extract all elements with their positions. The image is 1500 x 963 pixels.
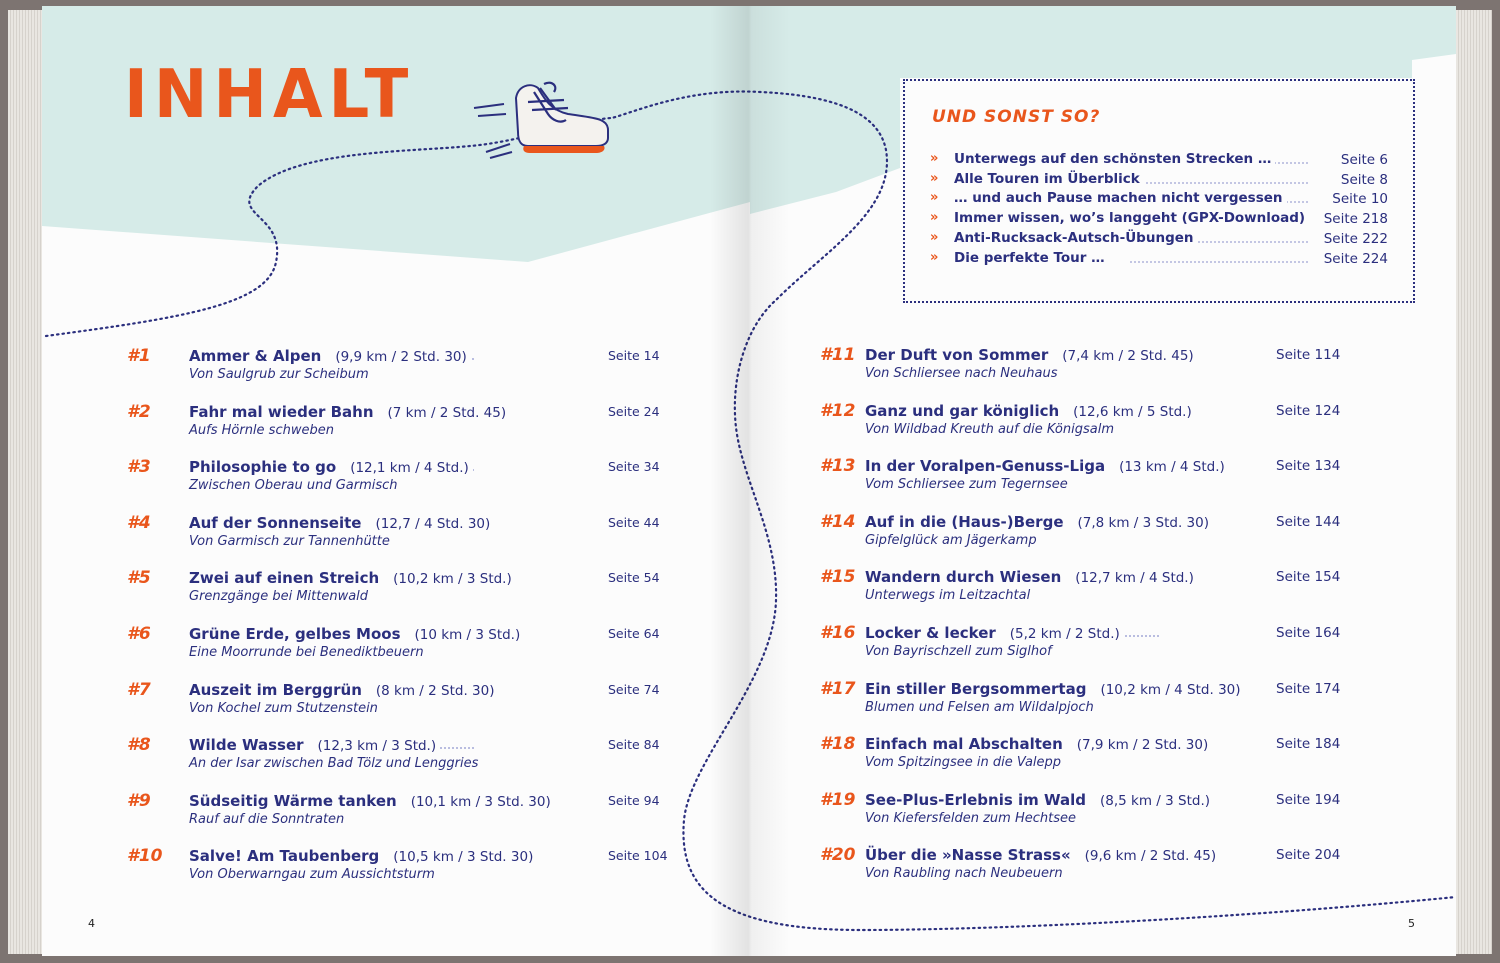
toc-entry (127, 624, 684, 664)
tour-title: Einfach mal Abschalten (865, 735, 1063, 754)
tour-stats: (10,2 km / 3 Std.) (393, 571, 512, 588)
tour-subtitle: Blumen und Felsen am Wildalpjoch (865, 699, 1094, 715)
tour-title-line (189, 792, 555, 810)
tour-title: Locker & lecker (865, 624, 996, 642)
tour-title: Salve! Am Taubenberg (189, 847, 380, 866)
page-reference: Seite 74 (604, 682, 660, 697)
page-reference: Seite 164 (1272, 625, 1340, 641)
tour-number: #17 (820, 678, 856, 699)
tour-title-line (865, 457, 1229, 475)
tour-title-line (189, 569, 516, 587)
tour-subtitle: Rauf auf die Sonntraten (189, 811, 345, 827)
tour-number: #19 (820, 789, 856, 810)
tour-number: #14 (820, 511, 856, 532)
tour-title-line (865, 791, 1214, 809)
tour-stats: (7,9 km / 2 Std. 30) (1076, 737, 1209, 754)
tour-number: #5 (127, 568, 151, 589)
tour-stats: (8,5 km / 3 Std.) (1100, 792, 1211, 809)
tour-title: Auszeit im Berggrün (189, 680, 362, 699)
page-reference: Seite 194 (1272, 792, 1340, 808)
page-title: INHALT (124, 56, 415, 134)
toc-entry (127, 346, 684, 386)
tour-subtitle: Von Wildbad Kreuth auf die Königsalm (865, 421, 1115, 437)
tour-stats: (7 km / 2 Std. 45) (387, 404, 507, 421)
extras-label: Anti-Rucksack-Autsch-Übungen (954, 230, 1198, 246)
page-reference: Seite 84 (604, 737, 660, 752)
toc-entry (127, 680, 684, 720)
tour-title-line (865, 680, 1245, 698)
page-reference: Seite 124 (1272, 403, 1340, 419)
mint-band-left (42, 6, 750, 262)
tour-title: In der Voralpen-Genuss-Liga (865, 457, 1106, 476)
tour-number: #9 (127, 790, 151, 811)
page-reference: Seite 34 (604, 459, 660, 474)
toc-entry (127, 568, 684, 608)
page-reference: Seite 184 (1272, 736, 1340, 752)
tour-subtitle: Unterwegs im Leitzachtal (865, 588, 1031, 604)
extras-item (930, 171, 1388, 189)
toc-entry (127, 457, 684, 497)
tour-title-line (865, 346, 1198, 364)
double-chevron-icon: » (930, 210, 939, 226)
tour-title-line (865, 846, 1220, 864)
tour-stats: (12,6 km / 5 Std.) (1073, 403, 1192, 420)
tour-title: Philosophie to go (189, 458, 337, 477)
tour-number: #7 (127, 679, 151, 700)
extras-item (930, 190, 1388, 208)
tour-stats: (8 km / 2 Std. 30) (375, 682, 495, 699)
tour-stats: (10 km / 3 Std.) (414, 627, 521, 643)
tour-title: Auf der Sonnenseite (189, 513, 362, 532)
tour-number: #8 (127, 735, 151, 756)
page-reference: Seite 44 (604, 515, 660, 530)
tour-number: #20 (820, 845, 856, 866)
tour-title: Über die »Nasse Strass« (865, 846, 1071, 865)
tour-subtitle: Von Kochel zum Stutzenstein (189, 700, 378, 716)
tour-title: Ammer & Alpen (189, 347, 322, 365)
tour-title-line (189, 403, 510, 421)
extras-label: Die perfekte Tour … (954, 250, 1109, 266)
page-reference: Seite 144 (1272, 514, 1340, 530)
tour-number: #4 (127, 512, 151, 533)
extras-label: Alle Touren im Überblick (954, 171, 1144, 187)
tour-title: Südseitig Wärme tanken (189, 791, 397, 810)
extras-item (930, 250, 1388, 268)
page-reference: Seite 14 (604, 348, 660, 363)
tour-subtitle: Von Schliersee nach Neuhaus (865, 366, 1058, 381)
tour-subtitle: Grenzgänge bei Mittenwald (189, 589, 369, 605)
page-reference: Seite 114 (1272, 347, 1340, 363)
tour-subtitle: Eine Moorrunde bei Benediktbeuern (189, 645, 424, 660)
tour-subtitle: Vom Schliersee zum Tegernsee (865, 477, 1068, 493)
tour-stats: (10,2 km / 4 Std. 30) (1100, 681, 1241, 698)
tour-subtitle: Vom Spitzingsee in die Valepp (865, 755, 1062, 771)
tour-subtitle: Zwischen Oberau und Garmisch (189, 478, 398, 494)
tour-number: #18 (820, 734, 856, 755)
tour-stats: (9,9 km / 2 Std. 30) (335, 349, 467, 365)
tour-stats: (10,5 km / 3 Std. 30) (393, 849, 534, 866)
extras-item (930, 210, 1388, 228)
tour-stats: (12,1 km / 4 Std.) (350, 460, 469, 477)
tour-stats: (13 km / 4 Std.) (1119, 459, 1225, 476)
tour-number: #2 (127, 401, 151, 422)
tour-title-line (189, 625, 524, 643)
tour-number: #15 (820, 567, 856, 588)
toc-entry (820, 512, 1352, 552)
toc-entry (820, 345, 1352, 385)
tour-title-line (865, 735, 1212, 753)
double-chevron-icon: » (930, 151, 939, 166)
page-reference: Seite 8 (1335, 172, 1388, 188)
toc-entry (820, 456, 1352, 496)
tour-number: #16 (820, 623, 856, 643)
extras-label: Unterwegs auf den schönsten Strecken … (954, 151, 1275, 167)
tour-stats: (7,8 km / 3 Std. 30) (1077, 514, 1209, 531)
dot-leader (1130, 182, 1308, 184)
tour-title-line (189, 347, 471, 365)
tour-subtitle: Von Garmisch zur Tannenhütte (189, 533, 390, 549)
tour-stats: (7,4 km / 2 Std. 45) (1062, 348, 1194, 364)
tour-title-line (865, 568, 1198, 586)
toc-entry (127, 791, 684, 831)
toc-entry (820, 734, 1352, 774)
tour-title-line (865, 513, 1213, 531)
tour-title: Wandern durch Wiesen (865, 568, 1062, 587)
tour-subtitle: Gipfelglück am Jägerkamp (865, 532, 1037, 548)
extras-item (930, 230, 1388, 248)
tour-subtitle: Aufs Hörnle schweben (189, 422, 334, 438)
page-reference: Seite 24 (604, 404, 660, 419)
toc-entry (820, 679, 1352, 719)
tour-title: See-Plus-Erlebnis im Wald (865, 790, 1087, 809)
page-reference: Seite 204 (1272, 847, 1340, 863)
tour-stats: (10,1 km / 3 Std. 30) (410, 793, 551, 810)
tour-stats: (5,2 km / 2 Std.) (1009, 626, 1120, 642)
tour-title-line (865, 402, 1196, 420)
tour-title-line (865, 624, 1124, 642)
tour-title-line (189, 847, 537, 865)
page-reference: Seite 154 (1272, 569, 1340, 585)
tour-number: #13 (820, 456, 856, 477)
toc-entry (820, 845, 1352, 885)
page-reference: Seite 54 (604, 570, 660, 585)
page-reference: Seite 222 (1318, 231, 1388, 247)
tour-subtitle: Von Kiefersfelden zum Hechtsee (865, 810, 1076, 826)
tour-title: Ganz und gar königlich (865, 401, 1060, 420)
tour-number: #12 (820, 400, 856, 421)
double-chevron-icon: » (930, 249, 939, 265)
page-reference: Seite 224 (1318, 251, 1388, 267)
extras-heading: UND SONST SO? (932, 107, 1101, 127)
toc-entry (820, 401, 1352, 441)
tour-number: #10 (127, 846, 163, 867)
toc-entry (820, 567, 1352, 607)
tour-title-line (189, 736, 440, 754)
tour-title: Wilde Wasser (189, 736, 304, 755)
tour-stats: (12,7 / 4 Std. 30) (375, 515, 491, 532)
tour-subtitle: Von Bayrischzell zum Siglhof (865, 644, 1052, 659)
page-reference: Seite 104 (604, 848, 668, 863)
page-reference: Seite 174 (1272, 681, 1340, 697)
tour-title: Zwei auf einen Streich (189, 569, 380, 588)
tour-subtitle: Von Oberwarngau zum Aussichtsturm (189, 867, 435, 883)
tour-number: #3 (127, 457, 151, 478)
tour-number: #11 (820, 345, 856, 365)
toc-entry (820, 623, 1352, 663)
extras-label: … und auch Pause machen nicht vergessen (954, 190, 1287, 206)
page-reference: Seite 134 (1272, 458, 1340, 474)
double-chevron-icon: » (930, 190, 939, 206)
toc-entry (127, 735, 684, 775)
tour-title-line (189, 681, 498, 699)
page-reference: Seite 94 (604, 793, 660, 808)
tour-title-line (189, 514, 494, 532)
dot-leader (1130, 261, 1308, 263)
tour-number: #6 (127, 624, 151, 644)
tour-title: Grüne Erde, gelbes Moos (189, 625, 401, 643)
page-reference: Seite 64 (604, 626, 660, 641)
tour-title: Der Duft von Sommer (865, 346, 1049, 364)
double-chevron-icon: » (930, 170, 939, 186)
tour-title: Ein stiller Bergsommertag (865, 679, 1087, 698)
tour-title: Fahr mal wieder Bahn (189, 402, 374, 421)
page-number-left: 4 (88, 917, 95, 930)
toc-entry (127, 513, 684, 553)
toc-entry (127, 846, 684, 886)
tour-number: #1 (127, 346, 151, 366)
tour-subtitle: An der Isar zwischen Bad Tölz und Lenggries (189, 756, 479, 772)
double-chevron-icon: » (930, 229, 939, 245)
tour-stats: (9,6 km / 2 Std. 45) (1084, 848, 1217, 865)
tour-stats: (12,7 km / 4 Std.) (1075, 570, 1194, 587)
tour-title-line (189, 458, 473, 476)
tour-subtitle: Von Saulgrub zur Scheibum (189, 367, 369, 382)
extras-label: Immer wissen, wo’s langgeht (GPX-Download) (954, 210, 1309, 226)
toc-entry (820, 790, 1352, 830)
toc-entry (127, 402, 684, 442)
page-reference: Seite 10 (1326, 191, 1388, 207)
page-reference: Seite 6 (1335, 152, 1388, 168)
page-number-right: 5 (1408, 917, 1415, 930)
page-reference: Seite 218 (1318, 211, 1388, 227)
tour-title: Auf in die (Haus-)Berge (865, 512, 1064, 531)
tour-subtitle: Von Raubling nach Neubeuern (865, 866, 1063, 882)
tour-stats: (12,3 km / 3 Std.) (317, 738, 437, 755)
extras-item (930, 151, 1388, 169)
